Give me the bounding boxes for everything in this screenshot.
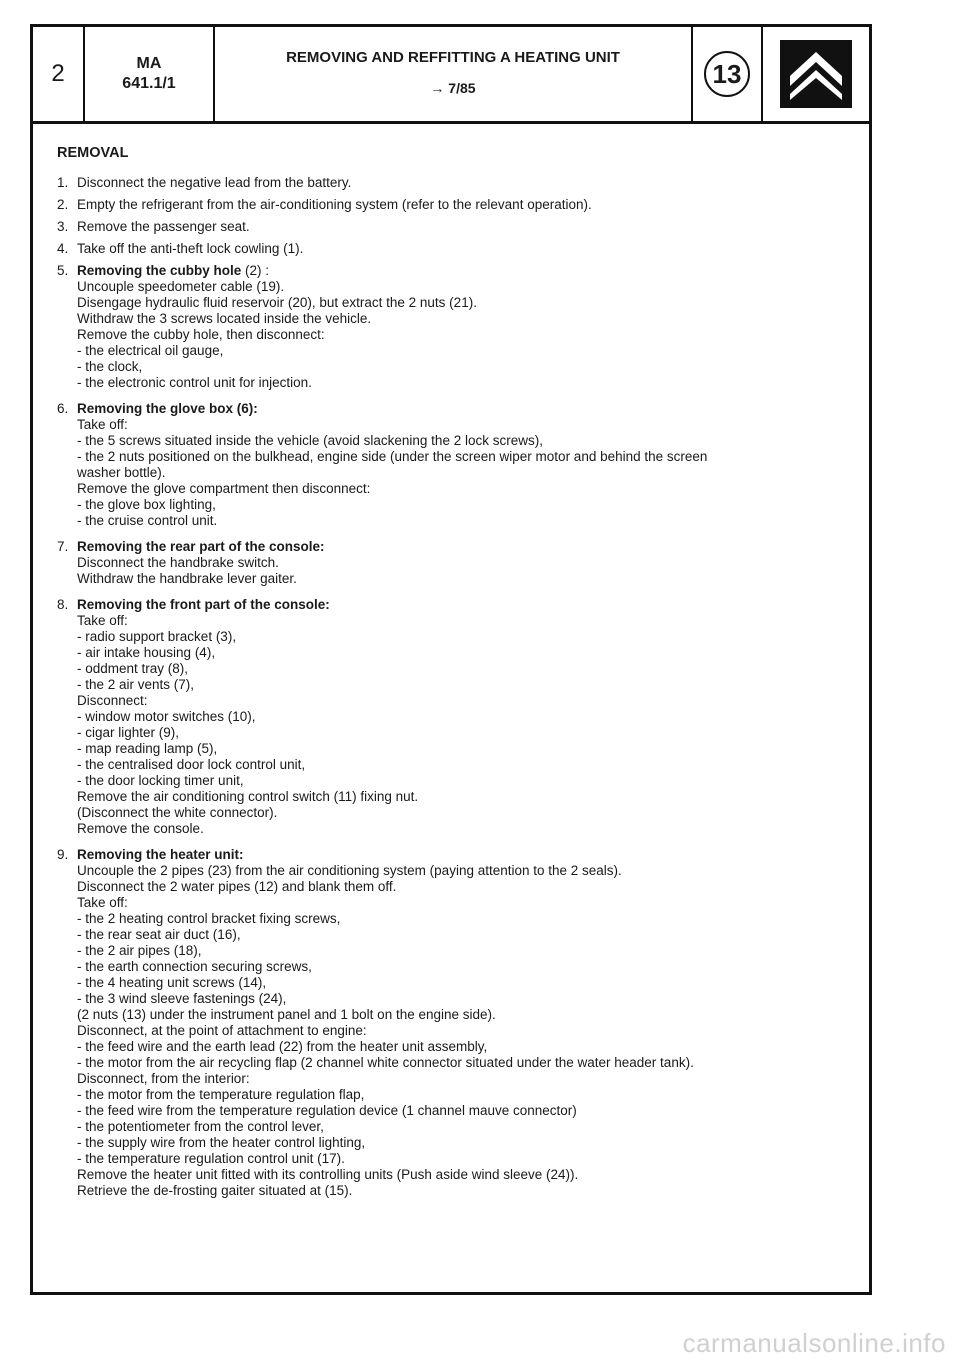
step-line: Withdraw the 3 screws located inside the vehicle. xyxy=(77,311,372,326)
step-line: - the potentiometer from the control lever, xyxy=(77,1119,324,1134)
step-item xyxy=(57,241,857,257)
step-number: 5. xyxy=(57,263,69,278)
step-line: - the glove box lighting, xyxy=(77,497,216,512)
watermark: carmanualsonline.info xyxy=(682,1328,946,1358)
step-line: - the 2 air pipes (18), xyxy=(77,943,202,958)
step-number: 7. xyxy=(57,539,69,554)
step-line: - the 2 heating control bracket fixing screws, xyxy=(77,911,341,926)
step-line: Remove the cubby hole, then disconnect: xyxy=(77,327,325,342)
step-number: 3. xyxy=(57,219,69,234)
header xyxy=(33,27,869,124)
section-badge xyxy=(704,51,750,97)
step-line: Retrieve the de-frosting gaiter situated at (15). xyxy=(77,1183,353,1198)
step-line: Take off: xyxy=(77,895,128,910)
step-item xyxy=(57,847,857,1199)
step-line: - the feed wire from the temperature regulation device (1 channel mauve connector) xyxy=(77,1103,577,1118)
step-number: 4. xyxy=(57,241,69,256)
step-line: (2 nuts (13) under the instrument panel and 1 bolt on the engine side). xyxy=(77,1007,496,1022)
step-body xyxy=(77,847,857,1199)
step-body xyxy=(77,401,857,529)
page-number xyxy=(33,27,85,121)
step-number: 1. xyxy=(57,175,69,190)
title-cell xyxy=(215,27,693,121)
step-line: Take off: xyxy=(77,417,128,432)
step-line: Disconnect, from the interior: xyxy=(77,1071,250,1086)
step-line: - the electrical oil gauge, xyxy=(77,343,224,358)
step-item xyxy=(57,539,857,587)
step-line: Remove the console. xyxy=(77,821,204,836)
step-line: Disconnect the handbrake switch. xyxy=(77,555,279,570)
step-title-line xyxy=(77,401,857,417)
step-title: Removing the rear part of the console: xyxy=(77,539,325,554)
step-line: Uncouple speedometer cable (19). xyxy=(77,279,285,294)
step-line: Withdraw the handbrake lever gaiter. xyxy=(77,571,297,586)
step-line: Uncouple the 2 pipes (23) from the air conditioning system (paying attention to the 2 seals). xyxy=(77,863,622,878)
step-line: - the cruise control unit. xyxy=(77,513,218,528)
step-line: (Disconnect the white connector). xyxy=(77,805,278,820)
step-title: Removing the heater unit: xyxy=(77,847,244,862)
step-line: - the feed wire and the earth lead (22) from the heater unit assembly, xyxy=(77,1039,488,1054)
page-frame xyxy=(30,24,872,1295)
step-line: Remove the air conditioning control switch (11) fixing nut. xyxy=(77,789,419,804)
step-number: 2. xyxy=(57,197,69,212)
step-line: - map reading lamp (5), xyxy=(77,741,218,756)
step-body xyxy=(77,241,857,257)
step-line: - the 4 heating unit screws (14), xyxy=(77,975,267,990)
step-line: Disconnect, at the point of attachment to engine: xyxy=(77,1023,367,1038)
step-line: washer bottle). xyxy=(77,465,166,480)
step-body xyxy=(77,597,857,837)
step-title-suffix: (2) : xyxy=(241,263,270,278)
step-line: - the motor from the temperature regulation flap, xyxy=(77,1087,365,1102)
step-line: Remove the glove compartment then disconnect: xyxy=(77,481,371,496)
step-line: - the earth connection securing screws, xyxy=(77,959,312,974)
step-line: Disconnect the 2 water pipes (12) and blank them off. xyxy=(77,879,397,894)
step-item xyxy=(57,597,857,837)
step-line: Disconnect the negative lead from the battery. xyxy=(77,175,352,190)
step-item xyxy=(57,197,857,213)
step-line: - radio support bracket (3), xyxy=(77,629,237,644)
step-line: - the door locking timer unit, xyxy=(77,773,244,788)
step-line: - the 3 wind sleeve fastenings (24), xyxy=(77,991,287,1006)
logo-cell xyxy=(763,27,869,121)
step-line: Take off the anti-theft lock cowling (1). xyxy=(77,241,304,256)
step-line: - air intake housing (4), xyxy=(77,645,216,660)
step-line: Take off: xyxy=(77,613,128,628)
step-body xyxy=(77,539,857,587)
step-title-line xyxy=(77,539,857,555)
step-body xyxy=(77,175,857,191)
step-line: Remove the passenger seat. xyxy=(77,219,250,234)
content xyxy=(57,145,857,1209)
section-heading: REMOVAL xyxy=(57,145,129,161)
step-line: - the 2 air vents (7), xyxy=(77,677,195,692)
step-line: - the supply wire from the heater control lighting, xyxy=(77,1135,366,1150)
step-item xyxy=(57,263,857,391)
step-number: 9. xyxy=(57,847,69,862)
step-line: - window motor switches (10), xyxy=(77,709,256,724)
step-line: Empty the refrigerant from the air-conditioning system (refer to the relevant operation). xyxy=(77,197,592,212)
step-line: - the 2 nuts positioned on the bulkhead, engine side (under the screen wiper motor and behind the screen xyxy=(77,449,708,464)
step-body xyxy=(77,197,857,213)
step-number: 6. xyxy=(57,401,69,416)
step-body xyxy=(77,263,857,391)
citroen-double-chevron-icon xyxy=(780,40,852,108)
step-line: - oddment tray (8), xyxy=(77,661,189,676)
step-line: - the electronic control unit for injection. xyxy=(77,375,312,390)
page-title: REMOVING AND REFFITTING A HEATING UNIT xyxy=(286,48,620,66)
step-line: - the temperature regulation control unit (17). xyxy=(77,1151,345,1166)
step-line: - the motor from the air recycling flap (2 channel white connector situated under the water header tank). xyxy=(77,1055,694,1070)
step-line: - the centralised door lock control unit, xyxy=(77,757,306,772)
code-line2: 641.1/1 xyxy=(122,75,176,92)
step-item xyxy=(57,219,857,235)
step-title: Removing the front part of the console: xyxy=(77,597,330,612)
step-line: - the rear seat air duct (16), xyxy=(77,927,241,942)
step-line: Disconnect: xyxy=(77,693,148,708)
step-line: - the clock, xyxy=(77,359,143,374)
step-line: Remove the heater unit fitted with its controlling units (Push aside wind sleeve (24)). xyxy=(77,1167,579,1182)
step-title: Removing the glove box (6): xyxy=(77,401,258,416)
code-line1: MA xyxy=(136,55,162,72)
step-title-line xyxy=(77,597,857,613)
step-line: - cigar lighter (9), xyxy=(77,725,180,740)
step-number: 8. xyxy=(57,597,69,612)
step-item xyxy=(57,401,857,529)
step-title: Removing the cubby hole xyxy=(77,263,242,278)
step-body xyxy=(77,219,857,235)
step-title-line xyxy=(77,847,857,863)
steps-list xyxy=(57,175,857,1199)
section-cell xyxy=(693,27,763,121)
page-number-text: 2 xyxy=(51,60,65,87)
doc-code xyxy=(85,27,215,121)
step-title-line xyxy=(77,263,857,279)
step-item xyxy=(57,175,857,191)
section-number: 13 xyxy=(712,58,742,89)
step-line: Disengage hydraulic fluid reservoir (20), but extract the 2 nuts (21). xyxy=(77,295,477,310)
step-line: - the 5 screws situated inside the vehicle (avoid slackening the 2 lock screws), xyxy=(77,433,543,448)
date-code: → 7/85 xyxy=(430,79,476,96)
